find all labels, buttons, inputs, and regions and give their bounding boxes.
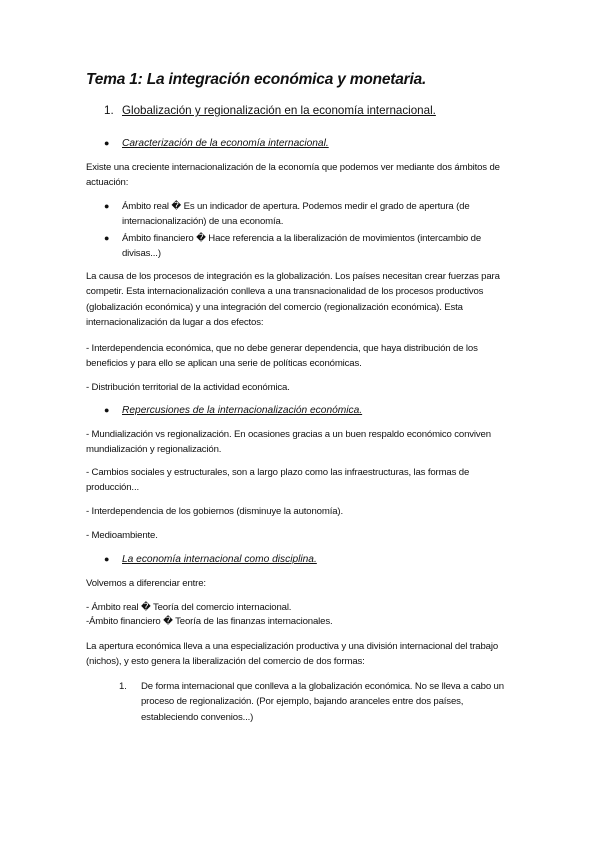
section-heading-text: Globalización y regionalización en la economía internacional. (122, 104, 436, 117)
bullet-icon: ● (104, 201, 110, 211)
list-item-text: Ámbito financiero � Hace referencia a la liberalización de movimientos (intercambio de divisas...) (122, 233, 482, 260)
page-title: Tema 1: La integración económica y monetaria. (86, 71, 427, 88)
paragraph-medioambiente: - Medioambiente. (86, 530, 158, 541)
bullet-icon: ● (104, 233, 110, 243)
subheading-text: Caracterización de la economía internacional. (122, 138, 329, 149)
list-item-text: Ámbito real � Es un indicador de apertura. Podemos medir el grado de apertura (de internacionalización) de una economía. (122, 201, 470, 228)
paragraph-gobiernos: - Interdependencia de los gobiernos (disminuye la autonomía). (86, 506, 343, 517)
paragraph-mundializacion: - Mundialización vs regionalización. En ocasiones gracias a un buen respaldo económico conviven mundialización y regionalización. (86, 429, 491, 456)
paragraph-volvemos: Volvemos a diferenciar entre: (86, 578, 206, 589)
list-item-text: De forma internacional que conlleva a la globalización económica. No se lleva a cabo un proceso de regionalización. (Por ejemplo, bajando aranceles entre dos países, estableciendo convenios...) (141, 681, 504, 723)
paragraph-ambito-real: - Ámbito real � Teoría del comercio internacional. (86, 602, 292, 613)
paragraph-ambito-financiero: -Ámbito financiero � Teoría de las finanzas internacionales. (86, 616, 333, 627)
bullet-icon: ● (104, 405, 110, 415)
subheading-text: La economía internacional como disciplina. (122, 554, 317, 565)
subheading-disciplina (104, 554, 317, 565)
bullet-icon: ● (104, 138, 110, 148)
subheading-text: Repercusiones de la internacionalización económica. (122, 405, 363, 416)
paragraph-interdependencia: - Interdependencia económica, que no debe generar dependencia, que haya distribución de los beneficios y para ello se aplican una serie de políticas económicas. (86, 343, 478, 370)
subheading-caracterizacion (104, 138, 329, 149)
paragraph-intro: Existe una creciente internacionalización de la economía que podemos ver mediante dos ámbitos de actuación: (86, 162, 500, 189)
section-heading-1 (104, 104, 436, 117)
paragraph-distribucion: - Distribución territorial de la actividad económica. (86, 382, 290, 393)
list-number: 1. (119, 681, 127, 692)
paragraph-cambios: - Cambios sociales y estructurales, son a largo plazo como las infraestructuras, las formas de producción... (86, 467, 470, 494)
section-number: 1. (104, 104, 114, 117)
subheading-repercusiones (104, 405, 362, 416)
bullet-icon: ● (104, 554, 110, 564)
paragraph-causa: La causa de los procesos de integración es la globalización. Los países necesitan crear fuerzas para competir. Esta internacionalización conlleva a una transnacionalidad de los procesos productivos (globalización económica) y una integración del comercio (regionalización económica). Esta internacionalización da lugar a dos efectos: (86, 271, 500, 329)
paragraph-apertura: La apertura económica lleva a una especialización productiva y una división internacional del trabajo (nichos), y esto genera la liberalización del comercio de dos formas: (86, 641, 499, 668)
